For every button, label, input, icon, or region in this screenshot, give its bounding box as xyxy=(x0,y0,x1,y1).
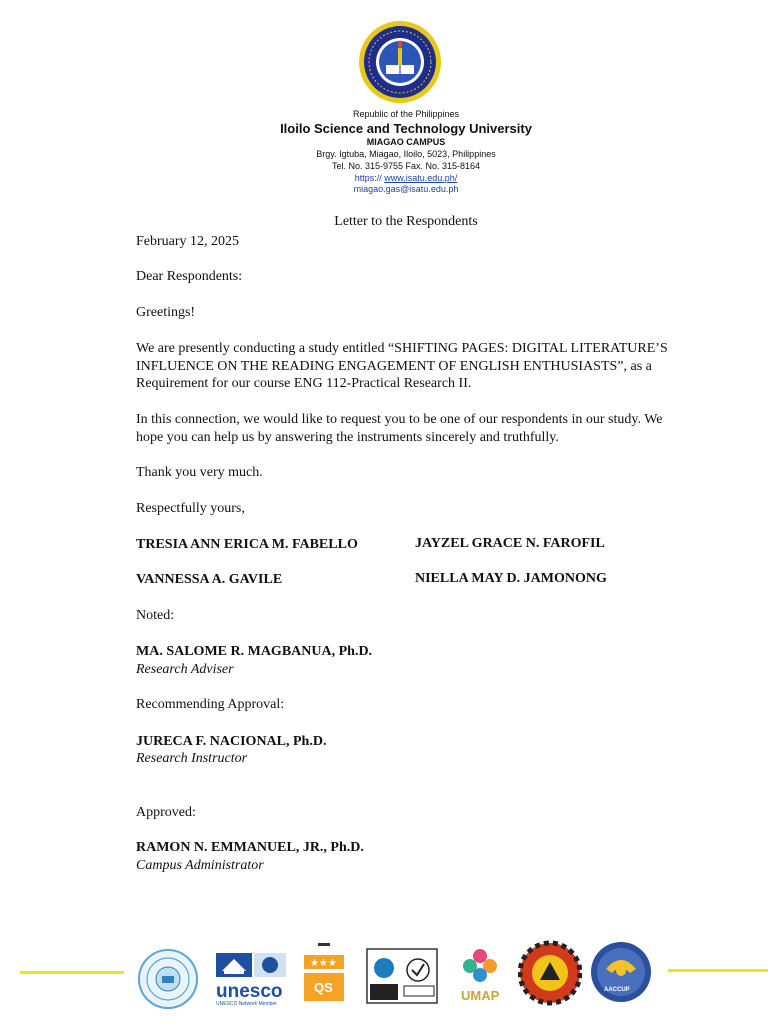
recommending-label: Recommending Approval: xyxy=(136,697,285,712)
letter-greeting: Greetings! xyxy=(136,305,196,320)
letter-paragraph-1: We are presently conducting a study entitled “SHIFTING PAGES: DIGITAL LITERATURE’S INFLUENCE ON THE READING ENGAGEMENT OF ENGLISH ENTHUSIASTS”, as a Requirement for our course ENG 112-Practical Research II. xyxy=(136,341,668,392)
university-seal-logo xyxy=(358,20,442,104)
umap-logo xyxy=(458,944,502,1006)
letter-paragraph-2: In this connection, we would like to request you to be one of our respondents in our study. We hope you can help us by answering the instruments sincerely and truthfully. xyxy=(136,412,663,445)
letter-date: February 12, 2025 xyxy=(136,234,240,249)
adviser-name: MA. SALOME R. MAGBANUA, Ph.D. xyxy=(136,644,373,659)
letter-title: Letter to the Respondents xyxy=(334,214,478,229)
instructor-name: JURECA F. NACIONAL, Ph.D. xyxy=(136,734,327,749)
qs-text: QS xyxy=(314,980,333,995)
letter-salutation: Dear Respondents: xyxy=(136,269,243,284)
letter-closing: Respectfully yours, xyxy=(136,501,245,516)
researcher-name: NIELLA MAY D. JAMONONG xyxy=(415,571,607,586)
header-address: Brgy. Igtuba, Miagao, Iloilo, 5023, Philippines xyxy=(316,149,496,159)
svg-text:★★★: ★★★ xyxy=(310,958,337,969)
website-prefix: https:// xyxy=(354,173,382,183)
instructor-title: Research Instructor xyxy=(136,751,248,766)
university-seal-icon xyxy=(138,949,198,1009)
letter-thanks: Thank you very much. xyxy=(136,465,263,480)
website-link[interactable]: www.isatu.edu.ph/ xyxy=(384,173,458,183)
header-telephone: Tel. No. 315-9755 Fax. No. 315-8164 xyxy=(331,161,481,171)
gear-seal-logo xyxy=(518,940,582,1006)
header-campus: MIAGAO CAMPUS xyxy=(366,137,446,147)
approved-label: Approved: xyxy=(136,805,196,820)
researcher-name: JAYZEL GRACE N. FAROFIL xyxy=(415,536,605,551)
researcher-name: TRESIA ANN ERICA M. FABELLO xyxy=(136,537,358,552)
footer-accent-line-left xyxy=(20,971,124,974)
footer-accent-line-right xyxy=(668,969,768,972)
unesco-logo xyxy=(214,951,288,1007)
header-republic: Republic of the Philippines xyxy=(352,109,460,119)
qs-stars-logo xyxy=(302,941,346,1003)
adviser-title: Research Adviser xyxy=(136,662,234,677)
admin-title: Campus Administrator xyxy=(136,858,264,873)
umap-text: UMAP xyxy=(461,988,500,1003)
aacccup-logo xyxy=(590,941,652,1003)
header-university-name: Iloilo Science and Technology University xyxy=(280,121,532,136)
unesco-text: unesco xyxy=(216,981,283,1002)
header-website xyxy=(0,173,768,183)
researcher-name: VANNESSA A. GAVILE xyxy=(136,572,283,587)
unesco-subtext: UNESCO Network Member xyxy=(216,1001,277,1007)
aacccup-text: AACCUP xyxy=(604,987,630,993)
iso-ukas-logo xyxy=(366,948,438,1004)
admin-name: RAMON N. EMMANUEL, JR., Ph.D. xyxy=(136,840,364,855)
header-email[interactable]: miagao.gas@isatu.edu.ph xyxy=(353,184,459,194)
noted-label: Noted: xyxy=(136,608,175,623)
